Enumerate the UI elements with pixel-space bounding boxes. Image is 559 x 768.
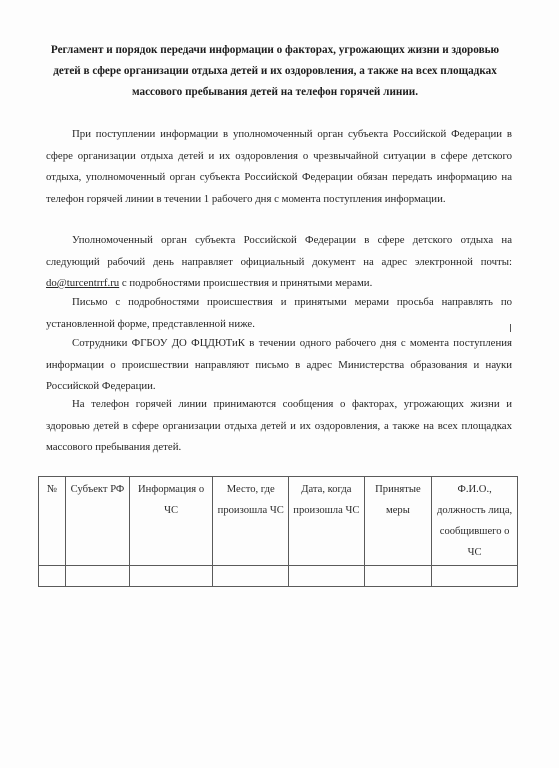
table-cell (39, 566, 66, 587)
table-cell (129, 566, 213, 587)
column-header-location: Место, где произошла ЧС (213, 477, 289, 566)
report-form-table (38, 476, 518, 587)
paragraph-form-request: Письмо с подробностями происшествия и принятыми мерами просьба направлять по установленной форме, представленной ниже. (46, 296, 512, 330)
email-link[interactable]: do@turcentrrf.ru (46, 277, 120, 289)
table-header-row (39, 477, 518, 566)
table-cell (213, 566, 289, 587)
scan-mark (510, 324, 511, 332)
table-row (39, 566, 518, 587)
paragraph-reporting-deadline: При поступлении информации в уполномоченный орган субъекта Российской Федерации в сфере организации отдыха детей и их оздоровления о чрезвычайной ситуации в сфере детского отдыха, уполномоченный орган субъекта Российской Федерации обязан передать информацию на телефон горячей линии в течении 1 рабочего дня с момента поступления информации. (46, 128, 512, 205)
table-cell (364, 566, 432, 587)
paragraph-hotline-scope: На телефон горячей линии принимаются сообщения о факторах, угрожающих жизни и здоровью детей в сфере организации отдыха детей и их оздоровления, а также на всех площадках массового пребывания детей. (46, 398, 512, 453)
column-header-incident-info: Информация о ЧС (129, 477, 213, 566)
table-cell (289, 566, 365, 587)
column-header-date: Дата, когда произошла ЧС (289, 477, 365, 566)
table-cell (432, 566, 518, 587)
paragraph-ministry-notice: Сотрудники ФГБОУ ДО ФЦДЮТиК в течении одного рабочего дня с момента поступления информации о происшествии направляют письмо в адрес Министерства образования и науки Российской Федерации. (46, 337, 512, 392)
column-header-measures: Принятые меры (364, 477, 432, 566)
column-header-region: Субъект РФ (66, 477, 130, 566)
column-header-number: № (39, 477, 66, 566)
column-header-reporter: Ф.И.О., должность лица, сообщившего о ЧС (432, 477, 518, 566)
table-cell (66, 566, 130, 587)
paragraph-text: Уполномоченный орган субъекта Российской Федерации в сфере детского отдыха на следующий рабочий день направляет официальный документ на адрес электронной почты: (46, 234, 512, 268)
document-title: Регламент и порядок передачи информации о факторах, угрожающих жизни и здоровью детей в сфере организации отдыха детей и их оздоровления, а также на всех площадках массового пребывания детей на телефон горячей линии. (50, 44, 500, 98)
paragraph-official-document (46, 230, 512, 295)
paragraph-text: с подробностями происшествия и принятыми мерами. (119, 277, 373, 289)
